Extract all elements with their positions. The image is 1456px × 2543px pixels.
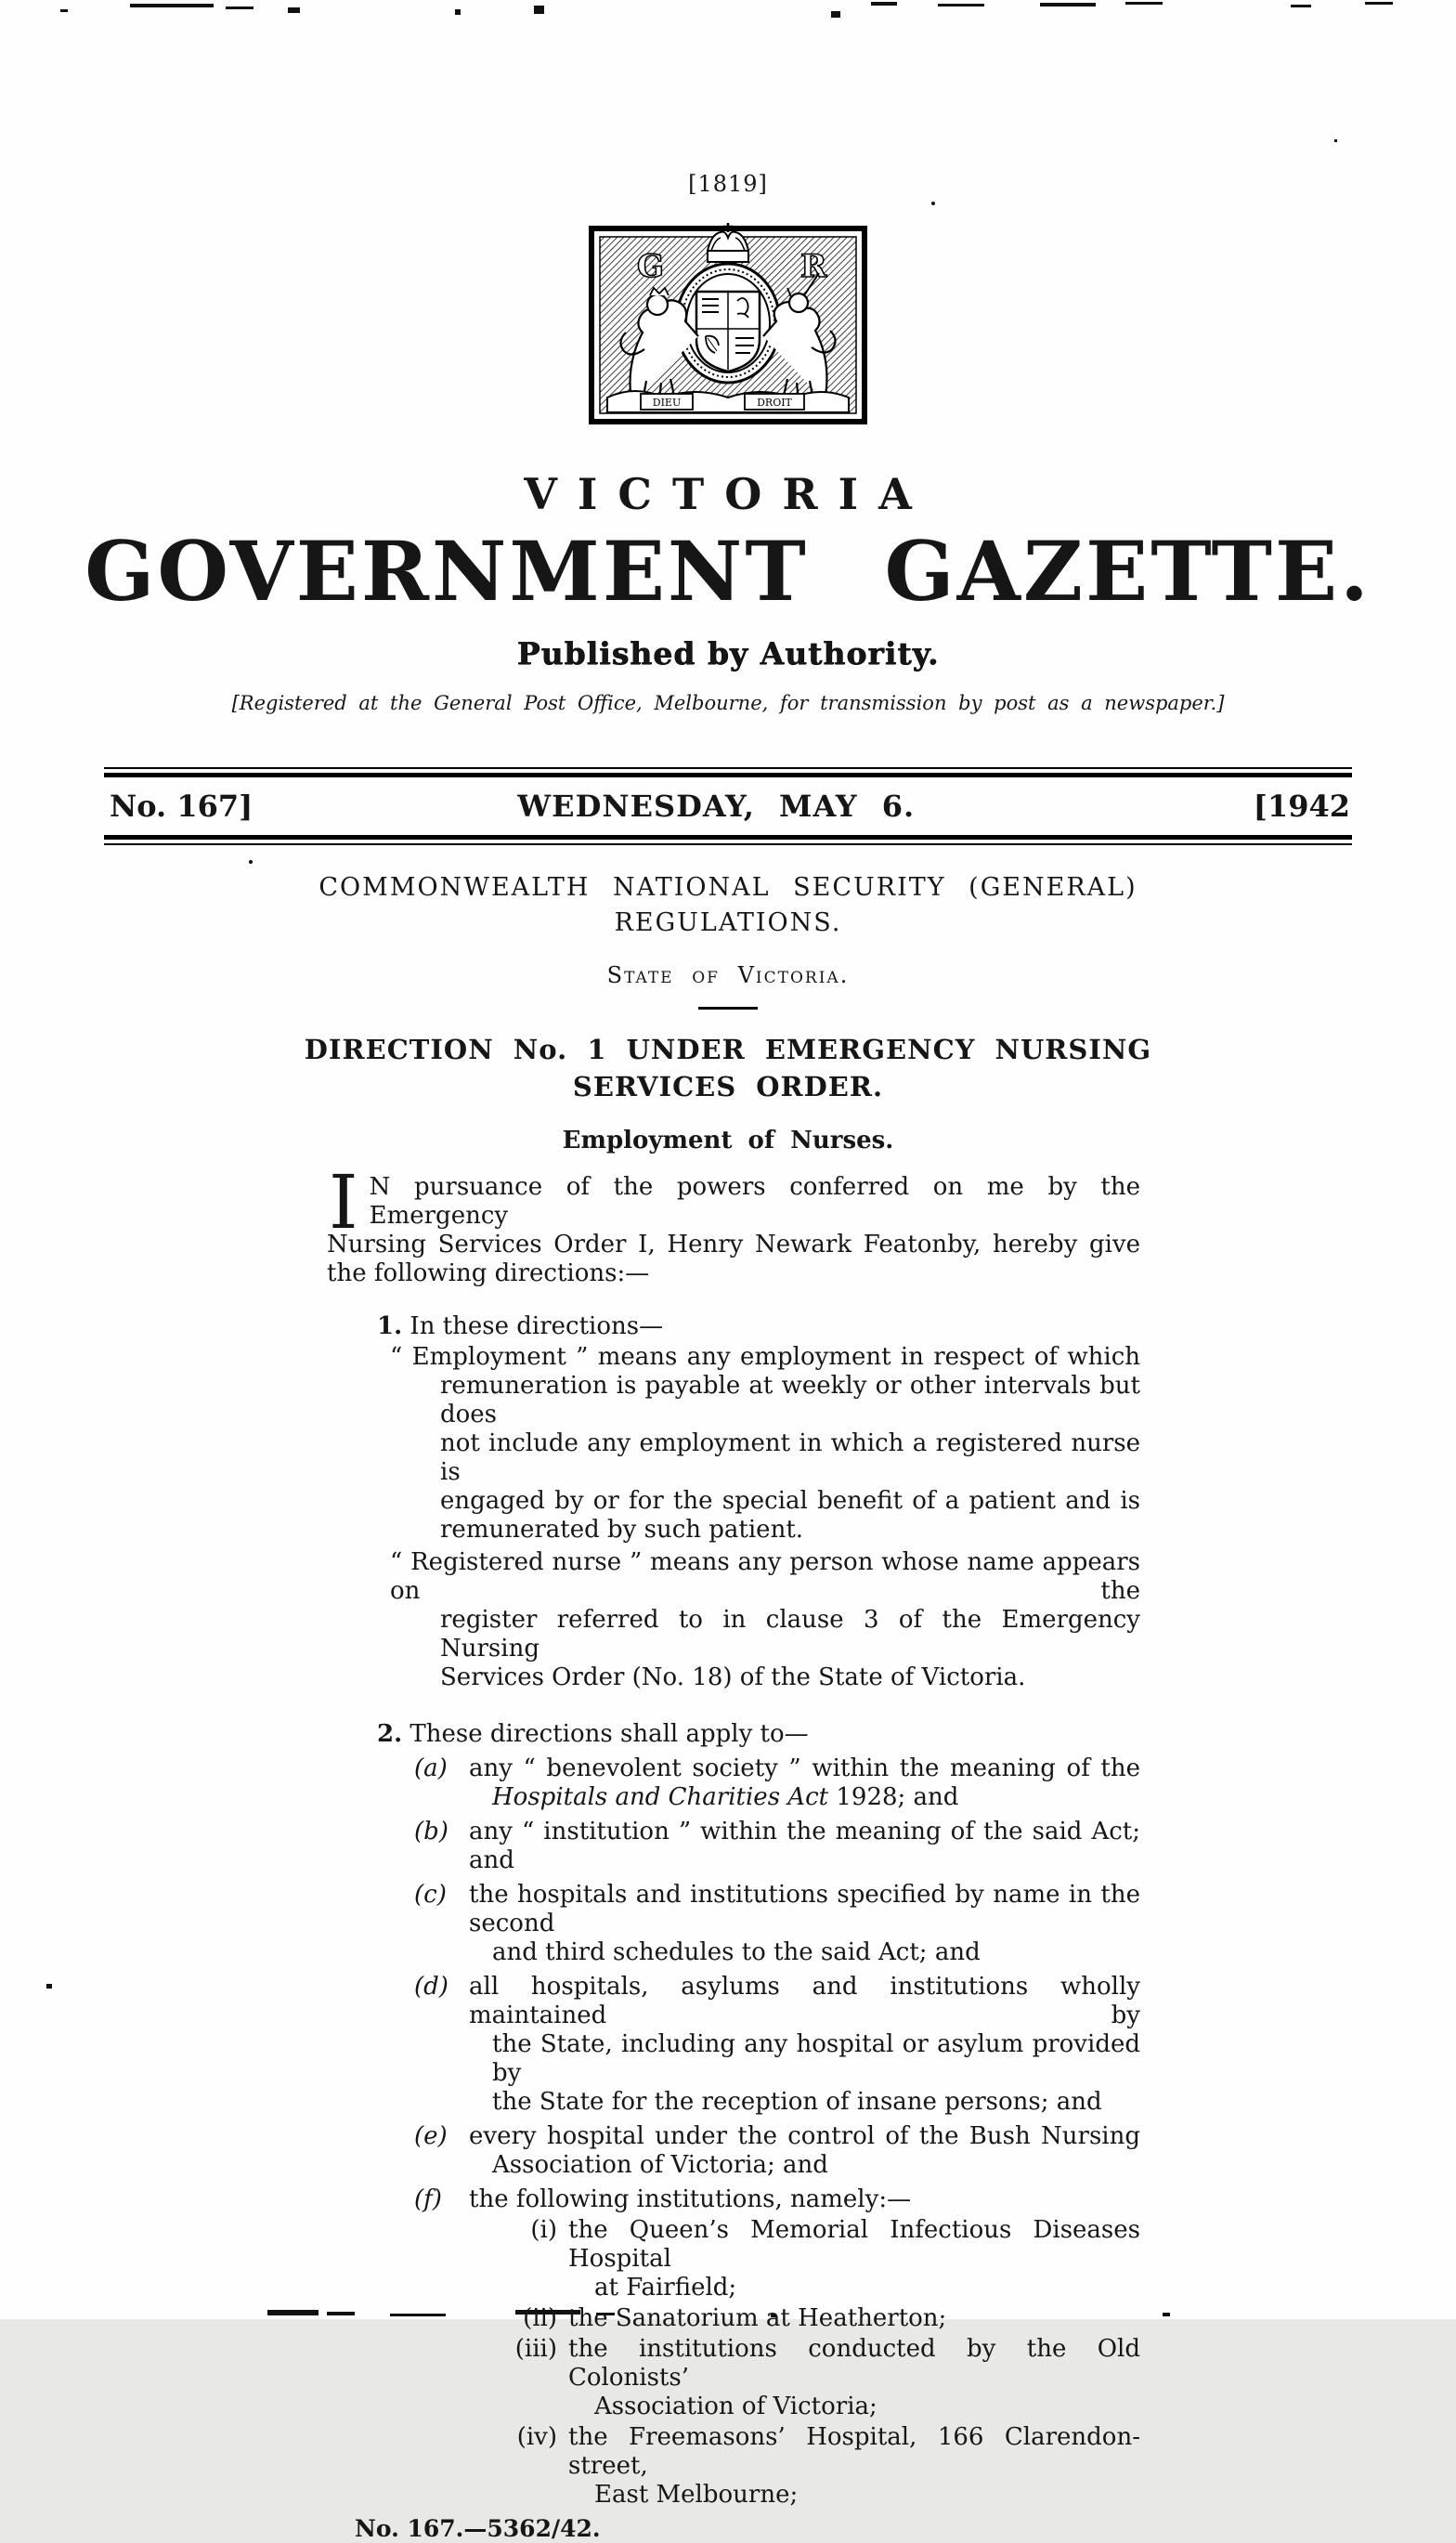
item-line: all hospitals, asylums and institutions wholly maintained by xyxy=(469,1973,1140,2029)
opening-line: Nursing Services Order I, Henry Newark Featonby, hereby give xyxy=(327,1231,1140,1258)
published-by-authority: Published by Authority. xyxy=(516,635,940,672)
scan-artifact xyxy=(1125,2,1163,5)
item-line: every hospital under the control of the Bush Nursing xyxy=(469,2122,1140,2150)
clause-item-f xyxy=(327,2185,1140,2214)
royal-coat-of-arms xyxy=(0,219,1456,429)
article-body xyxy=(327,1159,1140,2543)
act-name-italic: Hospitals and Charities Act xyxy=(492,1783,829,1811)
motto-droit: DROIT xyxy=(757,397,792,409)
region-title: VICTORIA xyxy=(524,469,932,519)
shield-icon xyxy=(696,292,760,372)
sub-item-iv xyxy=(327,2423,1140,2510)
definition-line: engaged by or for the special benefit of a patient and is xyxy=(440,1487,1140,1515)
scan-artifact xyxy=(226,7,254,9)
definition-line: “ Registered nurse ” means any person whose name appears on the xyxy=(390,1548,1140,1605)
sub-line: the Sanatorium at Heatherton; xyxy=(568,2304,947,2332)
coat-of-arms-engraving xyxy=(589,219,867,425)
scan-artifact xyxy=(534,6,544,14)
clause-1-text: In these directions— xyxy=(402,1312,664,1340)
sub-line: at Fairfield; xyxy=(594,2274,737,2302)
scan-artifact xyxy=(1365,2,1393,5)
item-label-c: (c) xyxy=(414,1881,447,1909)
clause-1-intro xyxy=(327,1312,1140,1341)
sub-line: Association of Victoria; xyxy=(594,2393,878,2420)
opening-paragraph xyxy=(327,1159,1140,1288)
sub-item-i xyxy=(327,2216,1140,2302)
item-line: the State for the reception of insane persons; and xyxy=(492,2088,1102,2116)
clause-2-intro xyxy=(327,1720,1140,1749)
scan-artifact xyxy=(130,4,214,7)
issue-date: WEDNESDAY, MAY 6. xyxy=(517,789,916,824)
scan-artifact xyxy=(871,2,897,6)
section-divider-rule xyxy=(698,1007,758,1010)
direction-heading-line2: SERVICES ORDER. xyxy=(572,1071,884,1102)
regulations-heading-line1: COMMONWEALTH NATIONAL SECURITY (GENERAL) xyxy=(318,873,1138,902)
sub-line: East Melbourne; xyxy=(594,2481,799,2509)
item-label-e: (e) xyxy=(414,2122,448,2150)
issue-year: [1942 xyxy=(1253,789,1350,824)
clause-1-number: 1. xyxy=(377,1312,403,1340)
item-line: any “ institution ” within the meaning of the said Act; and xyxy=(469,1818,1140,1874)
clause-item-c xyxy=(327,1881,1140,1967)
definition-line: “ Employment ” means any employment in respect of which xyxy=(390,1343,1140,1371)
issue-number: No. 167] xyxy=(110,789,254,824)
opening-line: the following directions:— xyxy=(327,1259,650,1287)
item-label-a: (a) xyxy=(414,1754,448,1782)
sub-label-iii: (iii) xyxy=(514,2335,557,2363)
plate-number: [1819] xyxy=(688,171,768,197)
motto-dieu: DIEU xyxy=(652,397,682,409)
employment-of-nurses-subheading: Employment of Nurses. xyxy=(562,1127,894,1154)
scan-speck xyxy=(931,202,935,205)
scan-artifact xyxy=(1163,2313,1170,2316)
scan-artifact xyxy=(60,9,68,12)
scan-artifact xyxy=(1291,5,1311,7)
scan-speck xyxy=(249,860,253,864)
scan-artifact xyxy=(1040,3,1096,7)
regulations-heading-line2: REGULATIONS. xyxy=(614,908,842,937)
masthead-rule-bottom-thin xyxy=(104,843,1352,845)
item-line: the hospitals and institutions specified by name in the second xyxy=(469,1881,1140,1937)
imprint-number: No. 167.—5362/42. xyxy=(355,2515,601,2542)
scan-artifact xyxy=(455,9,461,15)
item-label-f: (f) xyxy=(414,2185,442,2213)
definition-employment xyxy=(327,1343,1140,1545)
item-line: Association of Victoria; and xyxy=(492,2151,828,2179)
definition-line: not include any employment in which a registered nurse is xyxy=(440,1429,1140,1486)
opening-line: N pursuance of the powers conferred on me by the Emergency xyxy=(369,1173,1140,1230)
registered-note: [Registered at the General Post Office, Melbourne, for transmission by post as a newspaper.] xyxy=(231,692,1225,714)
sub-label-iv: (iv) xyxy=(516,2423,557,2451)
definition-line: register referred to in clause 3 of the Emergency Nursing xyxy=(440,1606,1140,1663)
gazette-title: GOVERNMENT GAZETTE. xyxy=(84,523,1372,619)
scan-artifact xyxy=(267,2310,318,2315)
item-line: any “ benevolent society ” within the meaning of the xyxy=(469,1754,1140,1782)
masthead-band xyxy=(104,767,1352,845)
sub-line: the Queen’s Memorial Infectious Diseases Hospital xyxy=(568,2216,1140,2273)
sub-line: the Freemasons’ Hospital, 166 Clarendon-street, xyxy=(568,2423,1140,2480)
scan-speck xyxy=(46,1984,52,1989)
item-line xyxy=(492,1783,1140,1812)
scan-artifact xyxy=(938,4,984,7)
sub-label-i: (i) xyxy=(530,2216,557,2244)
item-label-b: (b) xyxy=(414,1818,448,1845)
clause-item-b xyxy=(327,1818,1140,1875)
item-line: the State, including any hospital or asylum provided by xyxy=(492,2030,1140,2087)
definition-registered-nurse xyxy=(327,1548,1140,1692)
sub-item-ii xyxy=(327,2304,1140,2333)
item-line: the following institutions, namely:— xyxy=(469,2185,912,2213)
sub-label-ii: (ii) xyxy=(523,2304,557,2332)
direction-heading-line1: DIRECTION No. 1 UNDER EMERGENCY NURSING xyxy=(304,1034,1152,1065)
state-of-victoria-line: State of Victoria. xyxy=(606,962,850,988)
item-line: and third schedules to the said Act; and xyxy=(492,1938,981,1966)
scan-artifact xyxy=(831,11,840,18)
clause-item-e xyxy=(327,2122,1140,2180)
clause-2-text: These directions shall apply to— xyxy=(402,1720,809,1748)
definition-line: Services Order (No. 18) of the State of Victoria. xyxy=(440,1663,1026,1691)
sub-line: the institutions conducted by the Old Colonists’ xyxy=(568,2335,1140,2392)
scan-artifact xyxy=(288,7,300,13)
sub-item-iii xyxy=(327,2335,1140,2421)
definition-line: remunerated by such patient. xyxy=(440,1516,804,1544)
definition-line: remuneration is payable at weekly or other intervals but does xyxy=(440,1372,1140,1428)
clause-item-d xyxy=(327,1973,1140,2117)
masthead-row xyxy=(104,777,1352,835)
drop-cap: I xyxy=(329,1159,358,1245)
clause-2-number: 2. xyxy=(377,1720,403,1748)
scan-speck xyxy=(1334,139,1337,142)
cypher-letter-g: G xyxy=(637,248,665,285)
act-name-rest: 1928; and xyxy=(828,1783,959,1811)
item-label-d: (d) xyxy=(414,1973,448,2001)
cypher-letter-r: R xyxy=(800,248,827,285)
clause-item-a xyxy=(327,1754,1140,1812)
